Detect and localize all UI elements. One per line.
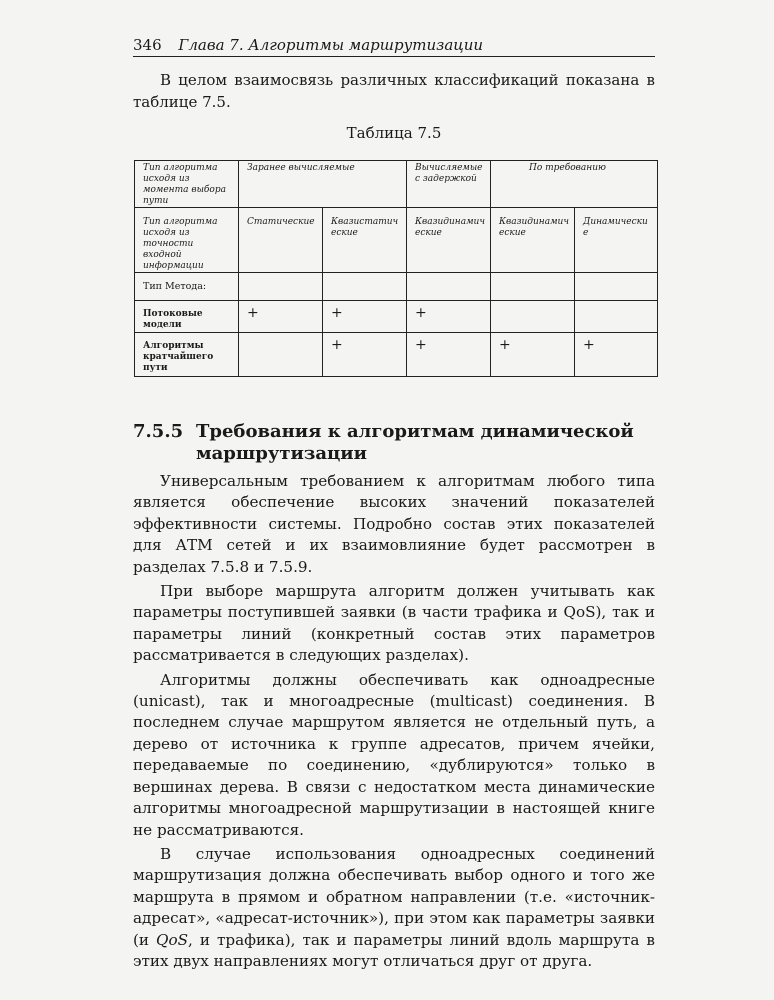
row-label-flow-models: Потоковые модели <box>135 301 239 333</box>
paragraph-text: , и трафика), так и параметры линий вдоль маршрута в этих двух направлениях могут отличаться друг от друга. <box>133 930 655 970</box>
flow-dynamic-mark <box>575 301 658 333</box>
paragraph: Универсальным требованием к алгоритмам любого типа является обеспечение высоких значений показателей эффективности системы. Подробно состав этих показателей для АТМ сетей и их взаимовлияние будет рассмотрен в разделах 7.5.8 и 7.5.9. <box>133 472 655 576</box>
flow-quasi-dynamic-mark: + <box>407 301 491 333</box>
page-number: 346 <box>133 36 162 54</box>
paragraph <box>133 844 655 972</box>
sp-quasi-dynamic-2-mark: + <box>491 333 575 377</box>
running-head <box>133 36 655 54</box>
sp-quasi-static-mark: + <box>323 333 407 377</box>
group-precomputed: Заранее вычисляемые <box>239 161 407 208</box>
group-on-demand: По требованию <box>491 161 658 208</box>
cell-quasi-static: Квазистатические <box>323 208 407 273</box>
classification-table <box>134 160 658 377</box>
cell-dynamic: Динамические <box>575 208 658 273</box>
row-label-shortest-path: Алгоритмы кратчайшего пути <box>135 333 239 377</box>
cell-static: Статические <box>239 208 323 273</box>
table-cell <box>575 273 658 301</box>
table-row <box>135 161 658 208</box>
cell-quasi-dynamic-2: Квазидинамические <box>491 208 575 273</box>
paragraph-text: В случае использования одноадресных соединений маршрутизация должна обеспечивать выбор одного и того же маршрута в прямом и обратном направлении (т.е. «источник-адресат», «адресат-источник»), при этом как параметры заявки (и <box>133 844 655 949</box>
table-cell <box>491 273 575 301</box>
row-label-method: Тип Метода: <box>135 273 239 301</box>
intro-paragraph: В целом взаимосвязь различных классификаций показана в таблице 7.5. <box>133 71 655 111</box>
body-text <box>133 471 655 975</box>
table-row <box>135 333 658 377</box>
table-row <box>135 208 658 273</box>
sp-dynamic-mark: + <box>575 333 658 377</box>
table-caption: Таблица 7.5 <box>346 124 442 142</box>
header-rule <box>133 56 655 57</box>
intro-block <box>133 69 655 113</box>
sp-quasi-dynamic-mark: + <box>407 333 491 377</box>
flow-static-mark: + <box>239 301 323 333</box>
table-row <box>135 301 658 333</box>
group-delayed: Вычисляемые с задержкой <box>407 161 491 208</box>
chapter-title: Глава 7. Алгоритмы маршрутизации <box>178 36 484 54</box>
flow-quasi-dynamic-2-mark <box>491 301 575 333</box>
section-number: 7.5.5 <box>133 421 184 442</box>
row-label-accuracy: Тип алгоритма исходя из точности входной информации <box>135 208 239 273</box>
flow-quasi-static-mark: + <box>323 301 407 333</box>
table-row <box>135 273 658 301</box>
sp-static-mark <box>239 333 323 377</box>
paragraph: При выборе маршрута алгоритм должен учитывать как параметры поступившей заявки (в части трафика и QoS), так и параметры линий (конкретный состав этих параметров рассматривается в следующих разделах). <box>133 582 655 665</box>
paragraph: Алгоритмы должны обеспечивать как одноадресные (unicast), так и многоадресные (multicast) соединения. В последнем случае маршрутом является не отдельный путь, а дерево от источника к группе адресатов, причем ячейки, передаваемые по соединению, «дублируются» только в вершинах дерева. В связи с недостатком места динамические алгоритмы многоадресной маршрутизации в настоящей книге не рассматриваются. <box>133 670 655 839</box>
section-title: Требования к алгоритмам динамической маршрутизации <box>196 421 634 464</box>
table-cell <box>323 273 407 301</box>
row-label-timing: Тип алгоритма исходя из момента выбора пути <box>135 161 239 208</box>
qos-term: QoS <box>156 930 189 949</box>
cell-quasi-dynamic-1: Квазидинамические <box>407 208 491 273</box>
table-cell <box>239 273 323 301</box>
table-cell <box>407 273 491 301</box>
